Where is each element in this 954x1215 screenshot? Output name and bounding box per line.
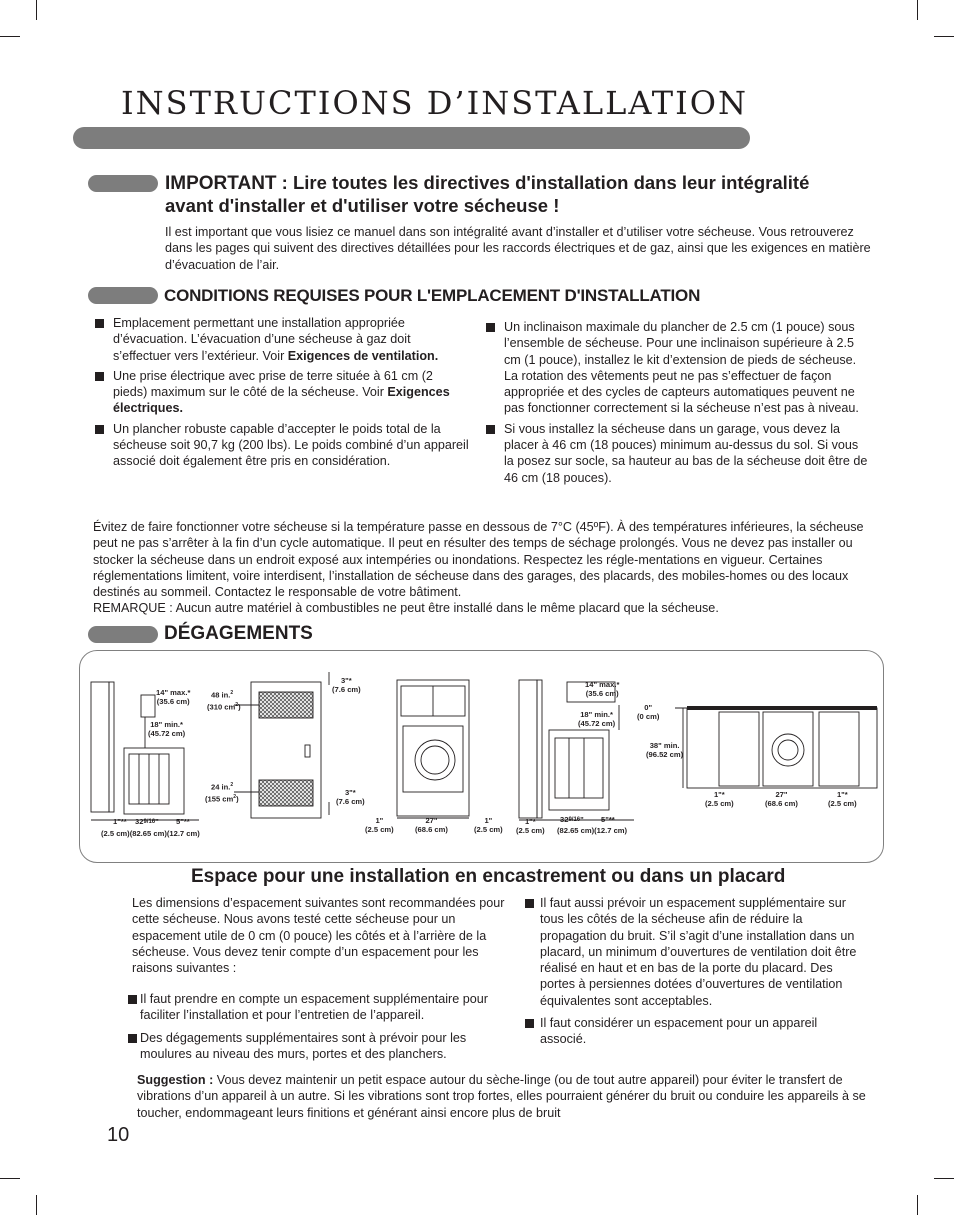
bullet-square-icon	[95, 372, 104, 381]
label-32: $32^{9/16}$"	[135, 817, 159, 826]
crop-mark	[934, 1178, 954, 1179]
list-item: Une prise électrique avec prise de terre située à 61 cm (2 pieds) maximum sur le côté de la sécheuse. Voir Exigences électriques.	[95, 368, 470, 417]
bullet-square-icon	[525, 1019, 534, 1028]
important-rest: Lire toutes les directives d'installation dans leur intégralité avant d'installer et d'utiliser votre sécheuse !	[165, 172, 810, 216]
label-1-right: 1" (2.5 cm)	[474, 816, 503, 834]
list-item: Un plancher robuste capable d’accepter le poids total de la sécheuse soit 90,7 kg (200 lbs). Le poids combiné d’un appareil associé doit également être pris en considération.	[95, 421, 470, 470]
conditions-remark: REMARQUE : Aucun autre matériel à combustibles ne peut être installé dans le même placard que la sécheuse.	[93, 601, 719, 615]
conditions-left-list	[95, 315, 470, 474]
section-pill	[88, 287, 158, 304]
label-0: 0" (0 cm)	[637, 703, 660, 721]
espace-left-list	[128, 991, 508, 1066]
label-310: (310 $cm^2$)	[207, 702, 241, 712]
espace-right-list	[525, 895, 860, 1052]
crop-mark	[0, 1178, 20, 1179]
label-155: (155 $cm^2$)	[205, 794, 239, 804]
bullet-square-icon	[95, 425, 104, 434]
label-1-d5-right: 1"* (2.5 cm)	[828, 790, 857, 808]
espace-heading: Espace pour une installation en encastrement ou dans un placard	[191, 866, 786, 887]
label-1-d5-left: 1"* (2.5 cm)	[705, 790, 734, 808]
crop-mark	[917, 0, 918, 20]
label-bottom-cm: (2.5 cm)(82.65 cm)(12.7 cm)	[101, 829, 200, 838]
label-18-min: 18" min.* (45.72 cm)	[148, 720, 186, 738]
title-bar	[73, 127, 750, 149]
label-14-max: 14" max.* (35.6 cm)	[156, 688, 191, 706]
espace-suggestion: Suggestion : Vous devez maintenir un petit espace autour du sèche-linge (ou de tout autre appareil) pour éviter le transfert de vibrations d’un appareil à un autre. Si les vibrations sont trop fortes, elles pourraient générer du bruit ou conduire les appareils à se toucher, endommageant leurs finitions et générant ainsi encore plus de bruit	[137, 1073, 866, 1120]
label-1-bottom: 1"**	[113, 817, 127, 826]
label-32-d4: $32^{9/16}$"	[560, 815, 584, 824]
crop-mark	[36, 1195, 37, 1215]
label-1-d4: 1"* (2.5 cm)	[516, 817, 545, 835]
bullet-square-icon	[486, 323, 495, 332]
label-14-max-2: 14" max.* (35.6 cm)	[585, 680, 620, 698]
conditions-heading: CONDITIONS REQUISES POUR L'EMPLACEMENT D'INSTALLATION	[164, 286, 701, 305]
bullet-square-icon	[95, 319, 104, 328]
label-3-top: 3"* (7.6 cm)	[332, 676, 361, 694]
crop-mark	[917, 1195, 918, 1215]
page-title: INSTRUCTIONS D’INSTALLATION	[121, 84, 748, 122]
important-heading: IMPORTANT : Lire toutes les directives d'installation dans leur intégralité avant d'installer et d'utiliser votre sécheuse !	[165, 172, 810, 216]
crop-mark	[36, 0, 37, 20]
bullet-square-icon	[128, 995, 137, 1004]
label-5-d4: 5"**	[601, 815, 615, 824]
label-18-min-2: 18" min.* (45.72 cm)	[578, 710, 616, 728]
section-pill	[88, 175, 158, 192]
page-number: 10	[107, 1124, 130, 1146]
list-item: Il faut considérer un espacement pour un appareil associé.	[525, 1015, 860, 1048]
conditions-right-list	[486, 319, 871, 490]
list-item: Un inclinaison maximale du plancher de 2.5 cm (1 pouce) sous l’ensemble de sécheuse. Pour une inclinaison supérieure à 2.5 cm (1 pouce), installez le kit d’extension de pieds de sécheuse. La rotation des vêtements peut ne pas s’effectuer de façon appropriée et des cycles de capteurs automatiques peuvent ne pas fonctionner correctement si la sécheuse n’est pas à niveau.	[486, 319, 871, 417]
list-item: Il faut prendre en compte un espacement supplémentaire pour faciliter l’installation et pour l’entretien de l’appareil.	[128, 991, 508, 1024]
list-item: Emplacement permettant une installation appropriée d’évacuation. L’évacuation d’une sécheuse à gaz doit s’effectuer vers l’extérieur. Voir Exigences de ventilation.	[95, 315, 470, 364]
bullet-square-icon	[525, 899, 534, 908]
degagements-heading: DÉGAGEMENTS	[164, 623, 313, 644]
label-48-in: 48 in.$^2$	[211, 690, 234, 700]
label-27: 27" (68.6 cm)	[415, 816, 448, 834]
label-38-min: 38" min. (96.52 cm)	[646, 741, 684, 759]
crop-mark	[0, 36, 20, 37]
list-item: Des dégagements supplémentaires sont à prévoir pour les moulures au niveau des murs, portes et des planchers.	[128, 1030, 508, 1063]
bullet-square-icon	[128, 1034, 137, 1043]
crop-mark	[934, 36, 954, 37]
label-24-in: 24 in.$^2$	[211, 782, 234, 792]
label-3-bottom: 3"* (7.6 cm)	[336, 788, 365, 806]
label-27-d5: 27" (68.6 cm)	[765, 790, 798, 808]
list-item: Si vous installez la sécheuse dans un garage, vous devez la placer à 46 cm (18 pouces) minimum au-dessus du sol. Si vous la posez sur socle, sa hauteur au bas de la sécheuse doit être de 46 cm (18 pouces).	[486, 421, 871, 486]
label-5: 5"**	[176, 817, 190, 826]
conditions-note: Évitez de faire fonctionner votre sécheuse si la température passe en dessous de 7°C (45ºF). À des températures inférieures, la sécheuse peut ne pas s’arrêter à la fin d’un cycle automatique. Il peut en résulter des temps de séchage prolongés. Vous ne devez pas installer ou stocker la sécheuse dans un endroit exposé aux intempéries ou inondations. Respectez les régle-mentations en vigueur. Certaines réglementations limitent, voire interdisent, l’installation de sécheuse dans des garages, des placards, des mobiles-homes ou des locaux destinés au sommeil. Contactez le responsable de votre bâtiment.	[93, 520, 864, 600]
bullet-square-icon	[486, 425, 495, 434]
label-1-left: 1" (2.5 cm)	[365, 816, 394, 834]
espace-intro: Les dimensions d’espacement suivantes sont recommandées pour cette sécheuse. Nous avons testé cette sécheuse pour un espacement utile de 0 cm (0 pouce) les côtés et à l’arrière de la sécheuse. Vous devez tenir compte d’un espacement pour les raisons suivantes :	[132, 896, 505, 976]
section-pill	[88, 626, 158, 643]
important-body: Il est important que vous lisiez ce manuel dans son intégralité avant d’installer et d’utiliser votre sécheuse. Vous retrouverez dans les pages qui suivent des directives détaillées pour les raccords électriques et de gaz, ainsi que les exigences en matière d’évacuation de l’air.	[165, 225, 871, 272]
label-d4-cm: (82.65 cm)(12.7 cm)	[557, 826, 628, 835]
list-item: Il faut aussi prévoir un espacement supplémentaire sur tous les côtés de la sécheuse afin de réduire la propagation du bruit. S’il s’agit d’une installation dans un placard, un minimum d’ouvertures de ventilation doit être réalisé en haut et en bas de la porte du placard. Des portes à persiennes dotées d’ouvertures de ventilation équivalentes sont acceptables.	[525, 895, 860, 1009]
important-lead: IMPORTANT	[165, 173, 277, 194]
